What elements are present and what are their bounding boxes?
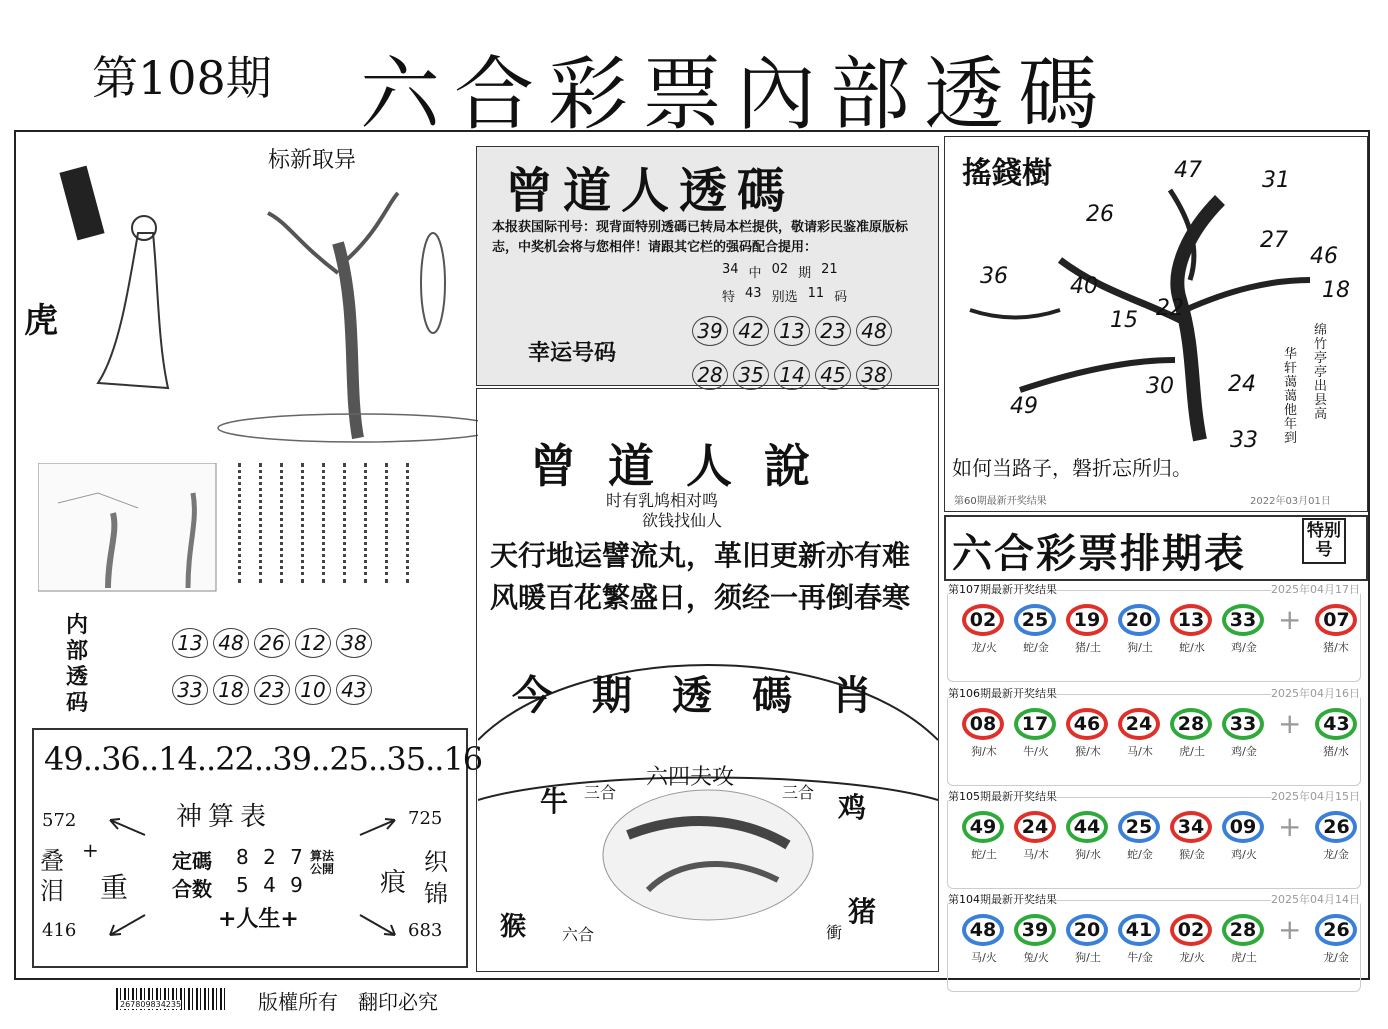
big-numbers: 49..36..14..22..39..25..35..16 — [44, 740, 483, 778]
zodiac-label: 狗/土 — [1075, 951, 1101, 964]
calc-digits-2: 5 4 9 — [236, 873, 307, 897]
special-badge: 特别号 — [1302, 518, 1346, 564]
balls-row — [962, 603, 1357, 636]
special-ball: 26 — [1315, 914, 1357, 946]
zodiac-label: 马/火 — [971, 951, 997, 964]
special-zodiac: 龙/金 — [1323, 848, 1349, 861]
inner-code-row-2 — [172, 675, 377, 705]
ball: 09 — [1222, 811, 1264, 843]
left-animal: 牛 — [540, 785, 569, 818]
plus-mark: + — [82, 838, 99, 862]
tree-num: 36 — [980, 264, 1008, 289]
ball: 28 — [1170, 708, 1212, 740]
num-br: 683 — [408, 920, 443, 941]
zodiac-label: 狗/土 — [1127, 641, 1153, 654]
code-ball: 48 — [213, 628, 249, 658]
tree-num: 24 — [1228, 372, 1256, 397]
left-mid-char: 重 — [100, 871, 129, 904]
mini-row-2: 特 43 别选 11 码 — [722, 286, 848, 305]
ball: 20 — [1066, 914, 1108, 946]
ball: 28 — [1222, 914, 1264, 946]
calc-digits-1: 8 2 7 — [236, 845, 307, 869]
zodiac-label: 牛/火 — [1023, 745, 1049, 758]
right-chars: 织 锦 — [424, 848, 448, 908]
zodiac-label: 蛇/金 — [1023, 641, 1049, 654]
ball: 48 — [962, 914, 1004, 946]
copyright: 版權所有 翻印必究 — [258, 990, 438, 1014]
ball: 25 — [1014, 604, 1056, 636]
tree-num: 22 — [1156, 296, 1184, 321]
zodiac-label: 狗/水 — [1075, 848, 1101, 861]
special-ball: 26 — [1315, 811, 1357, 843]
zodiac-label: 猪/土 — [1075, 641, 1101, 654]
plus-icon: + — [1278, 810, 1302, 843]
plus-icon: + — [1278, 707, 1302, 740]
special-zodiac: 猪/木 — [1323, 641, 1349, 654]
life-text: +人生+ — [218, 906, 299, 932]
special-ball: 43 — [1315, 708, 1357, 740]
code-ball: 10 — [295, 675, 331, 705]
num-tr: 725 — [408, 808, 443, 829]
ball: 17 — [1014, 708, 1056, 740]
result-head: 第107期最新开奖结果 — [948, 583, 1057, 596]
lucky-row-1: 39 42 13 23 48 — [692, 316, 897, 346]
zodiac-label: 兔/火 — [1023, 951, 1049, 964]
stamp-left: 第60期最新开奖结果 — [954, 496, 1047, 507]
calc-label-1: 定碼 — [172, 849, 212, 873]
lucky-row-2: 28 35 14 45 38 — [692, 360, 897, 390]
zodiac-label: 虎/土 — [1231, 951, 1257, 964]
code-ball: 12 — [295, 628, 331, 658]
ball: 46 — [1066, 708, 1108, 740]
calc-side-text: 算法公開 — [310, 849, 335, 876]
scholar-tree-illustration — [58, 153, 478, 443]
zodiac-row — [958, 639, 1362, 655]
zodiac-label: 猴/木 — [1075, 745, 1101, 758]
ball: 49 — [962, 811, 1004, 843]
right-animal: 鸡 — [838, 791, 867, 824]
code-ball: 23 — [254, 675, 290, 705]
balls-row — [962, 810, 1357, 843]
poem-line-1: 天行地运譬流丸，革旧更新亦有难 — [490, 539, 911, 572]
plus-icon: + — [1278, 603, 1302, 636]
tree-num: 33 — [1230, 428, 1258, 453]
lucky-label: 幸运号码 — [528, 341, 617, 366]
hint-2: 欲钱找仙人 — [642, 511, 723, 530]
calc-label-2: 合数 — [172, 877, 212, 901]
mini-row-1: 34 中 02 期 21 — [722, 262, 838, 281]
zodiac-label: 猴/金 — [1179, 848, 1205, 861]
zodiac-label: 蛇/土 — [971, 848, 997, 861]
result-block — [947, 790, 1361, 889]
zodiac-label: 蛇/水 — [1179, 641, 1205, 654]
ball: 02 — [1170, 914, 1212, 946]
arch-center: 六四夫攻 — [646, 765, 735, 790]
result-head: 第104期最新开奖结果 — [948, 893, 1057, 906]
tree-num: 31 — [1262, 168, 1290, 193]
ball: 20 — [1118, 604, 1160, 636]
zodiac-row — [958, 949, 1362, 965]
hint-1: 时有乳鸠相对鸣 — [606, 491, 719, 510]
result-date: 2025年04月14日 — [1271, 893, 1360, 906]
tree-caption: 如何当路子，磐折忘所归。 — [952, 456, 1192, 480]
slogan: 标新取异 — [268, 148, 357, 173]
says-title: 曾道人說 — [530, 439, 842, 493]
zodiac-label: 龙/火 — [971, 641, 997, 654]
ball: 24 — [1118, 708, 1160, 740]
chong-label: 衝 — [826, 923, 843, 942]
result-date: 2025年04月17日 — [1271, 583, 1360, 596]
liuhe-label: 六合 — [562, 925, 595, 944]
zodiac-label: 马/木 — [1023, 848, 1049, 861]
issue-number: 第108期 — [92, 51, 272, 105]
barcode-number: 267809834235 — [120, 1000, 182, 1009]
tree-num: 49 — [1010, 394, 1038, 419]
center-top-title: 曾道人透碼 — [505, 163, 796, 219]
tree-num: 40 — [1070, 274, 1098, 299]
tree-num: 27 — [1260, 228, 1288, 253]
code-ball: 26 — [254, 628, 290, 658]
arch-title: 今期透碼肖 — [512, 672, 912, 719]
schedule-title: 六合彩票排期表 — [952, 530, 1246, 577]
zodiac-label: 马/木 — [1127, 745, 1153, 758]
num-tl: 572 — [42, 810, 77, 831]
ball: 19 — [1066, 604, 1108, 636]
inner-code-label: 内部透码 — [66, 612, 89, 716]
result-block — [947, 687, 1361, 786]
plus-icon: + — [1278, 913, 1302, 946]
tree-num: 47 — [1174, 158, 1202, 183]
special-zodiac: 龙/金 — [1323, 951, 1349, 964]
zodiac-label: 龙/火 — [1179, 951, 1205, 964]
bottom-right-animal: 猪 — [848, 895, 877, 928]
zodiac-char: 虎 — [24, 301, 58, 341]
zodiac-label: 鸡/金 — [1231, 641, 1257, 654]
balls-row — [962, 707, 1357, 740]
tree-num: 15 — [1110, 308, 1138, 333]
zodiac-label: 狗/木 — [971, 745, 997, 758]
result-block — [947, 583, 1361, 682]
ball: 41 — [1118, 914, 1160, 946]
ball: 08 — [962, 708, 1004, 740]
tree-title: 搖錢樹 — [962, 156, 1052, 191]
tree-poem-side-1: 华轩蔼蔼他年到 — [1284, 347, 1298, 446]
code-ball: 38 — [336, 628, 372, 658]
tree-num: 26 — [1086, 202, 1114, 227]
num-bl: 416 — [42, 920, 77, 941]
zodiac-label: 牛/金 — [1127, 951, 1153, 964]
stamp-right: 2022年03月01日 — [1250, 496, 1331, 507]
code-ball: 13 — [172, 628, 208, 658]
balls-row — [962, 913, 1357, 946]
tree-num: 18 — [1322, 278, 1350, 303]
code-ball: 33 — [172, 675, 208, 705]
ball: 34 — [1170, 811, 1212, 843]
tree-poem-side-2: 绵竹亭亭出县高 — [1314, 323, 1328, 422]
zodiac-label: 虎/土 — [1179, 745, 1205, 758]
page-title: 六合彩票內部透碼 — [360, 48, 1112, 141]
result-date: 2025年04月15日 — [1271, 790, 1360, 803]
right-mid-char: 痕 — [380, 868, 407, 898]
tree-num: 30 — [1146, 374, 1174, 399]
poem-line-2: 风暖百花繁盛日，须经一再倒春寒 — [490, 581, 911, 614]
special-ball: 07 — [1315, 604, 1357, 636]
result-head: 第105期最新开奖结果 — [948, 790, 1057, 803]
zodiac-row — [958, 846, 1362, 862]
inner-code-row-1 — [172, 628, 377, 658]
sanhe-right: 三合 — [782, 783, 815, 802]
ball: 33 — [1222, 604, 1264, 636]
small-landscape-illustration — [38, 463, 218, 593]
calc-title: 神算表 — [176, 802, 273, 832]
result-date: 2025年04月16日 — [1271, 687, 1360, 700]
zodiac-row — [958, 743, 1362, 759]
sanhe-left: 三合 — [584, 783, 617, 802]
ball: 24 — [1014, 811, 1056, 843]
zodiac-label: 鸡/火 — [1231, 848, 1257, 861]
ball: 39 — [1014, 914, 1056, 946]
zodiac-label: 蛇/金 — [1127, 848, 1153, 861]
result-head: 第106期最新开奖结果 — [948, 687, 1057, 700]
ball: 25 — [1118, 811, 1160, 843]
left-illustration-panel — [18, 133, 468, 595]
special-zodiac: 猪/水 — [1323, 745, 1349, 758]
zodiac-label: 鸡/金 — [1231, 745, 1257, 758]
ball: 13 — [1170, 604, 1212, 636]
left-chars: 叠 泪 — [40, 847, 64, 905]
code-ball: 43 — [336, 675, 372, 705]
tree-num: 46 — [1310, 244, 1338, 269]
ball: 02 — [962, 604, 1004, 636]
result-block — [947, 893, 1361, 992]
ball: 33 — [1222, 708, 1264, 740]
ball: 44 — [1066, 811, 1108, 843]
code-ball: 18 — [213, 675, 249, 705]
notice-text: 本报获国际刊号：现背面特别透碼已转局本栏提供，敬请彩民鉴准原版标志，中奖机会将与您相伴！请跟其它栏的强码配合提用： — [492, 220, 909, 255]
calligraphy-columns — [238, 463, 468, 593]
bottom-left-animal: 猴 — [500, 912, 527, 942]
